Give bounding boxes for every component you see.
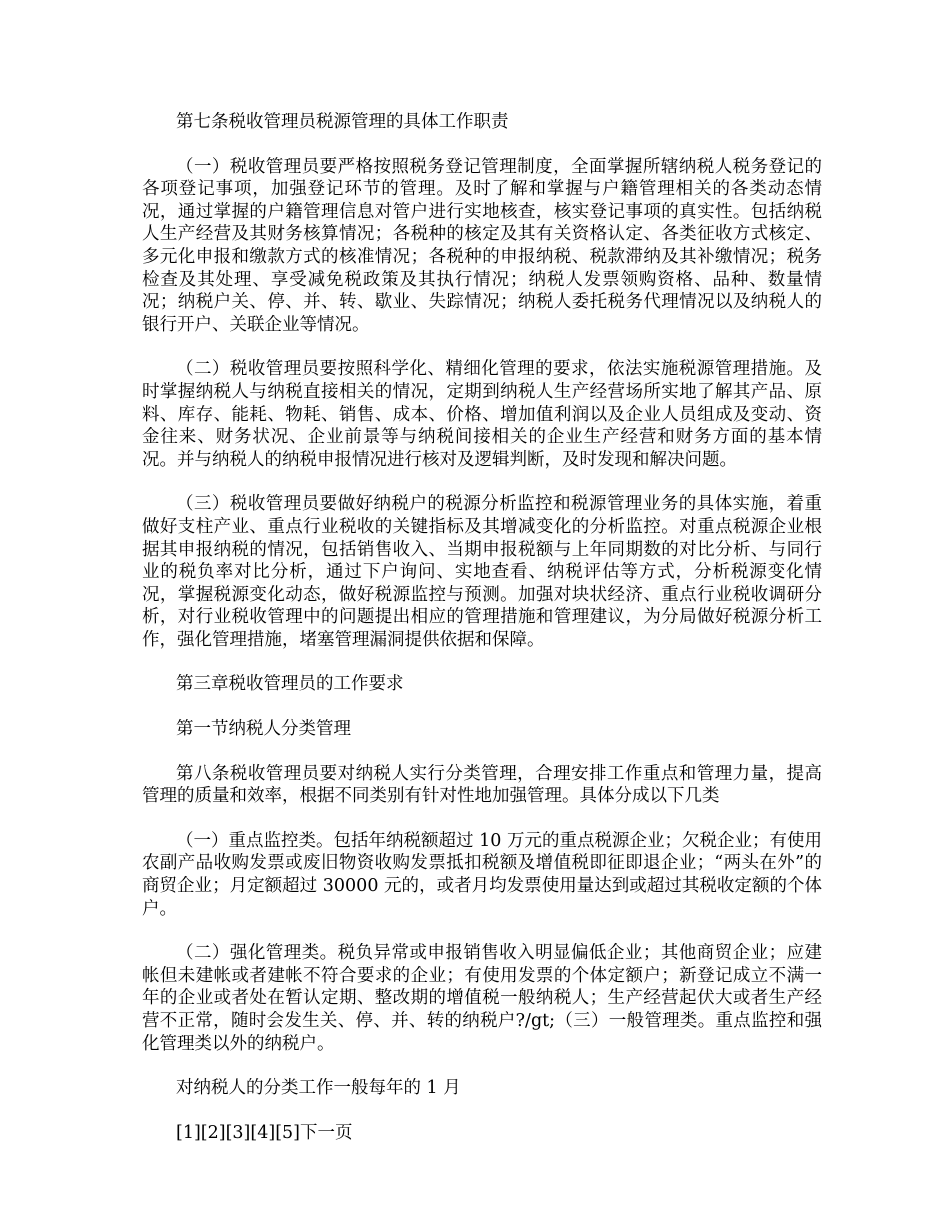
article-7-paragraph-1: （一）税收管理员要严格按照税务登记管理制度，全面掌握所辖纳税人税务登记的各项登记事项，加强登记环节的管理。及时了解和掌握与户籍管理相关的各类动态情况，通过掌握的户籍管理信息对管户进行实地核查，核实登记事项的真实性。包括纳税人生产经营及其财务核算情况；各税种的核定及其有关资格认定、各类征收方式核定、多元化申报和缴款方式的核准情况；各税种的申报纳税、税款滞纳及其补缴情况；税务检查及其处理、享受减免税政策及其执行情况；纳税人发票领购资格、品种、数量情况；纳税户关、停、并、转、歇业、失踪情况；纳税人委托税务代理情况以及纳税人的银行开户、关联企业等情况。 [142, 156, 822, 335]
next-page-link[interactable]: 下一页 [299, 1122, 353, 1143]
article-8-paragraph-2: （二）强化管理类。税负异常或申报销售收入明显偏低企业；其他商贸企业；应建帐但未建帐或者建帐不符合要求的企业；有使用发票的个体定额户；新登记成立不满一年的企业或者处在暂认定期、整改期的增值税一般纳税人；生产经营起伏大或者生产经营不正常，随时会发生关、停、并、转的纳税户?/gt;（三）一般管理类。重点监控和强化管理类以外的纳税户。 [142, 943, 822, 1054]
document-body [142, 111, 822, 1144]
page-link-5[interactable]: [5] [275, 1122, 300, 1143]
chapter-3-title: 第三章税收管理员的工作要求 [176, 674, 404, 695]
article-8-paragraph-1: （一）重点监控类。包括年纳税额超过 10 万元的重点税源企业；欠税企业；有使用农副产品收购发票或废旧物资收购发票抵扣税额及增值税即征即退企业；“两头在外”的商贸企业；月定额超过 30000 元的，或者月均发票使用量达到或超过其税收定额的个体户。 [142, 830, 822, 919]
article-7-title: 第七条税收管理员税源管理的具体工作职责 [176, 112, 509, 132]
article-8-intro: 第八条税收管理员要对纳税人实行分类管理，合理安排工作重点和管理力量，提高管理的质量和效率，根据不同类别有针对性地加强管理。具体分成以下几类 [142, 763, 822, 807]
page-link-4[interactable]: [4] [250, 1122, 276, 1143]
article-7-paragraph-2: （二）税收管理员要按照科学化、精细化管理的要求，依法实施税源管理措施。及时掌握纳税人与纳税直接相关的情况，定期到纳税人生产经营场所实地了解其产品、原料、库存、能耗、物耗、销售、成本、价格、增加值利润以及企业人员组成及变动、资金往来、财务状况、企业前景等与纳税间接相关的企业生产经营和财务方面的基本情况。并与纳税人的纳税申报情况进行核对及逻辑判断，及时发现和解决问题。 [142, 359, 822, 470]
article-7-paragraph-3: （三）税收管理员要做好纳税户的税源分析监控和税源管理业务的具体实施，着重做好支柱产业、重点行业税收的关键指标及其增减变化的分析监控。对重点税源企业根据其申报纳税的情况，包括销售收入、当期申报税额与上年同期数的对比分析、与同行业的税负率对比分析，通过下户询问、实地查看、纳税评估等方式，分析税源变化情况，掌握税源变化动态，做好税源监控与预测。加强对块状经济、重点行业税收调研分析，对行业税收管理中的问题提出相应的管理措施和管理建议，为分局做好税源分析工作，强化管理措施，堵塞管理漏洞提供依据和保障。 [142, 494, 822, 650]
pagination [142, 1122, 822, 1145]
page-link-2[interactable]: [2] [200, 1122, 226, 1143]
page-link-1[interactable]: [1] [176, 1122, 201, 1143]
section-1-title: 第一节纳税人分类管理 [176, 719, 351, 740]
article-8-paragraph-3: 对纳税人的分类工作一般每年的 1 月 [176, 1078, 461, 1099]
page-link-3[interactable]: [3] [225, 1122, 251, 1143]
